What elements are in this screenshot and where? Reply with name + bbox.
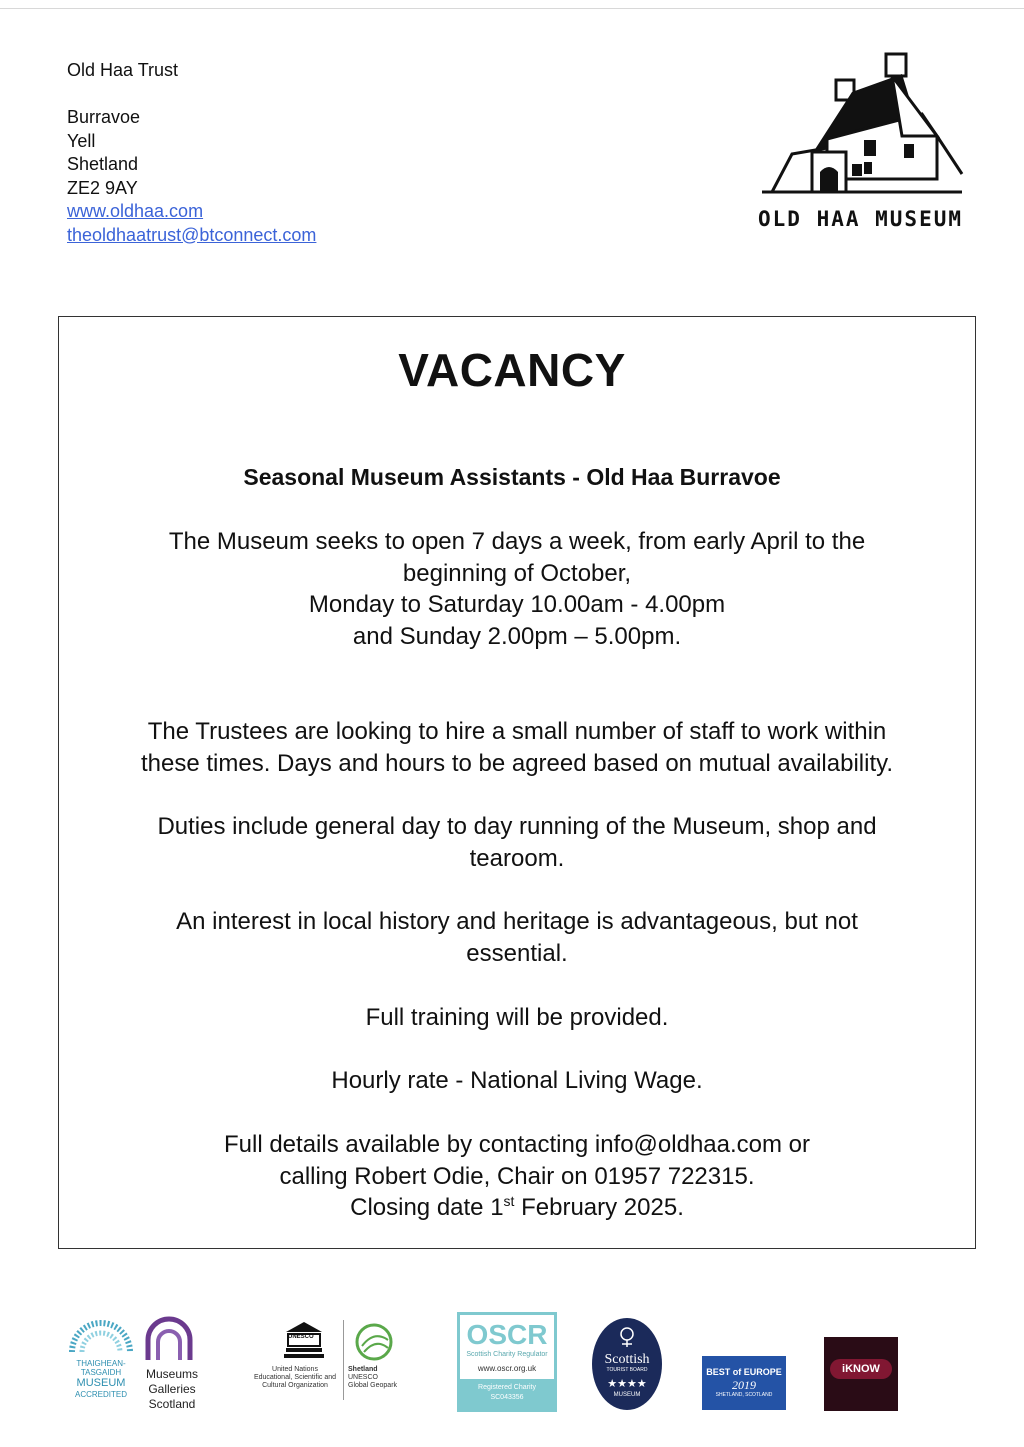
text-line: An interest in local history and heritage is advantageous, but not bbox=[176, 908, 858, 935]
sender-address bbox=[67, 59, 316, 247]
best-europe-text: BEST of EUROPE bbox=[706, 1367, 782, 1377]
text-line: essential. bbox=[466, 939, 568, 967]
text-line: and Sunday 2.00pm – 5.00pm. bbox=[352, 622, 682, 650]
accredited-text: THAIGHEAN-TASGAIDH bbox=[76, 1359, 126, 1377]
visitscotland-museum-badge bbox=[592, 1318, 662, 1410]
oscr-foot: Registered Charity bbox=[478, 1384, 536, 1391]
page-top-rule bbox=[0, 8, 1024, 9]
text-line: Duties include general day to day running of the Museum, shop and bbox=[157, 813, 877, 840]
vacancy-title: VACANCY bbox=[398, 344, 626, 396]
mgs-logo bbox=[142, 1314, 202, 1410]
iknow-text: iKNOW bbox=[842, 1363, 880, 1375]
position-title: Seasonal Museum Assistants - Old Haa Burravoe bbox=[243, 464, 781, 490]
museum-accredited-logo bbox=[68, 1320, 134, 1412]
mgs-text: Galleries bbox=[148, 1382, 196, 1396]
contact-paragraph bbox=[60, 1129, 974, 1224]
text-line: calling Robert Odie, Chair on 01957 722315. bbox=[279, 1162, 755, 1190]
unesco-geopark-logo bbox=[250, 1320, 410, 1410]
address-line: Shetland bbox=[67, 154, 139, 174]
text-line: tearoom. bbox=[469, 844, 565, 872]
trustees-paragraph bbox=[60, 716, 974, 779]
unesco-temple-icon bbox=[282, 1320, 326, 1364]
org-name: Old Haa Trust bbox=[67, 60, 179, 80]
star-rating: ★★★★ bbox=[607, 1378, 647, 1390]
mgs-text: Scotland bbox=[148, 1397, 196, 1411]
text-line: Full details available by contacting info@oldhaa.com or bbox=[223, 1131, 811, 1158]
duties-paragraph bbox=[60, 811, 974, 874]
text-line: The Museum seeks to open 7 days a week, from early April to the bbox=[168, 528, 866, 555]
geopark-text: UNESCO bbox=[348, 1374, 378, 1381]
oscr-sub: Scottish Charity Regulator bbox=[466, 1351, 548, 1358]
thistle-icon bbox=[616, 1326, 638, 1348]
text-line: Monday to Saturday 10.00am - 4.00pm bbox=[308, 591, 726, 618]
address-line: ZE2 9AY bbox=[67, 177, 138, 198]
opening-hours-paragraph bbox=[60, 526, 974, 652]
closing-date: Closing date 1st February 2025. bbox=[350, 1193, 684, 1221]
geopark-text: Shetland bbox=[348, 1366, 378, 1373]
website-link[interactable]: www.oldhaa.com bbox=[67, 201, 204, 221]
accredited-text: MUSEUM bbox=[76, 1377, 126, 1389]
mgs-text: Museums bbox=[145, 1367, 198, 1381]
training-line: Full training will be provided. bbox=[365, 1004, 669, 1031]
accredited-arc-icon bbox=[68, 1320, 134, 1354]
accredited-text: ACCREDITED bbox=[74, 1390, 127, 1399]
mgs-arch-icon bbox=[142, 1314, 196, 1360]
vacancy-notice-box bbox=[58, 316, 976, 1249]
interest-paragraph bbox=[60, 906, 974, 969]
text-line: beginning of October, bbox=[402, 559, 632, 587]
geopark-text: Global Geopark bbox=[348, 1382, 398, 1389]
oscr-logo bbox=[457, 1312, 557, 1412]
best-europe-sub: SHETLAND, SCOTLAND bbox=[715, 1392, 773, 1398]
visitscotland-word: Scottish bbox=[604, 1352, 650, 1367]
visitscotland-sub: TOURIST BOARD bbox=[606, 1367, 648, 1373]
email-link[interactable]: theoldhaatrust@btconnect.com bbox=[67, 224, 317, 245]
unesco-word: UNESCO bbox=[288, 1334, 314, 1340]
rate-line: Hourly rate - National Living Wage. bbox=[331, 1067, 703, 1094]
museum-logo-text: OLD HAA MUSEUM bbox=[758, 207, 964, 231]
iknow-badge bbox=[824, 1337, 898, 1411]
visitscotland-type: MUSEUM bbox=[613, 1392, 641, 1398]
unesco-text: Educational, Scientific and bbox=[253, 1374, 337, 1381]
unesco-text: Cultural Organization bbox=[262, 1382, 328, 1389]
best-europe-year: 2019 bbox=[732, 1378, 756, 1392]
text-line: these times. Days and hours to be agreed based on mutual availability. bbox=[141, 749, 893, 777]
footer-logos bbox=[0, 1300, 1024, 1420]
best-of-europe-badge bbox=[702, 1356, 786, 1410]
oscr-url: www.oscr.org.uk bbox=[477, 1364, 537, 1373]
geopark-swirl-icon bbox=[354, 1322, 394, 1362]
address-line: Yell bbox=[67, 130, 96, 151]
oscr-title: OSCR bbox=[466, 1319, 548, 1350]
unesco-text: United Nations bbox=[272, 1366, 318, 1373]
text-line: The Trustees are looking to hire a small number of staff to work within bbox=[147, 718, 887, 745]
address-line: Burravoe bbox=[67, 107, 141, 127]
oscr-foot: SC043356 bbox=[490, 1394, 524, 1401]
